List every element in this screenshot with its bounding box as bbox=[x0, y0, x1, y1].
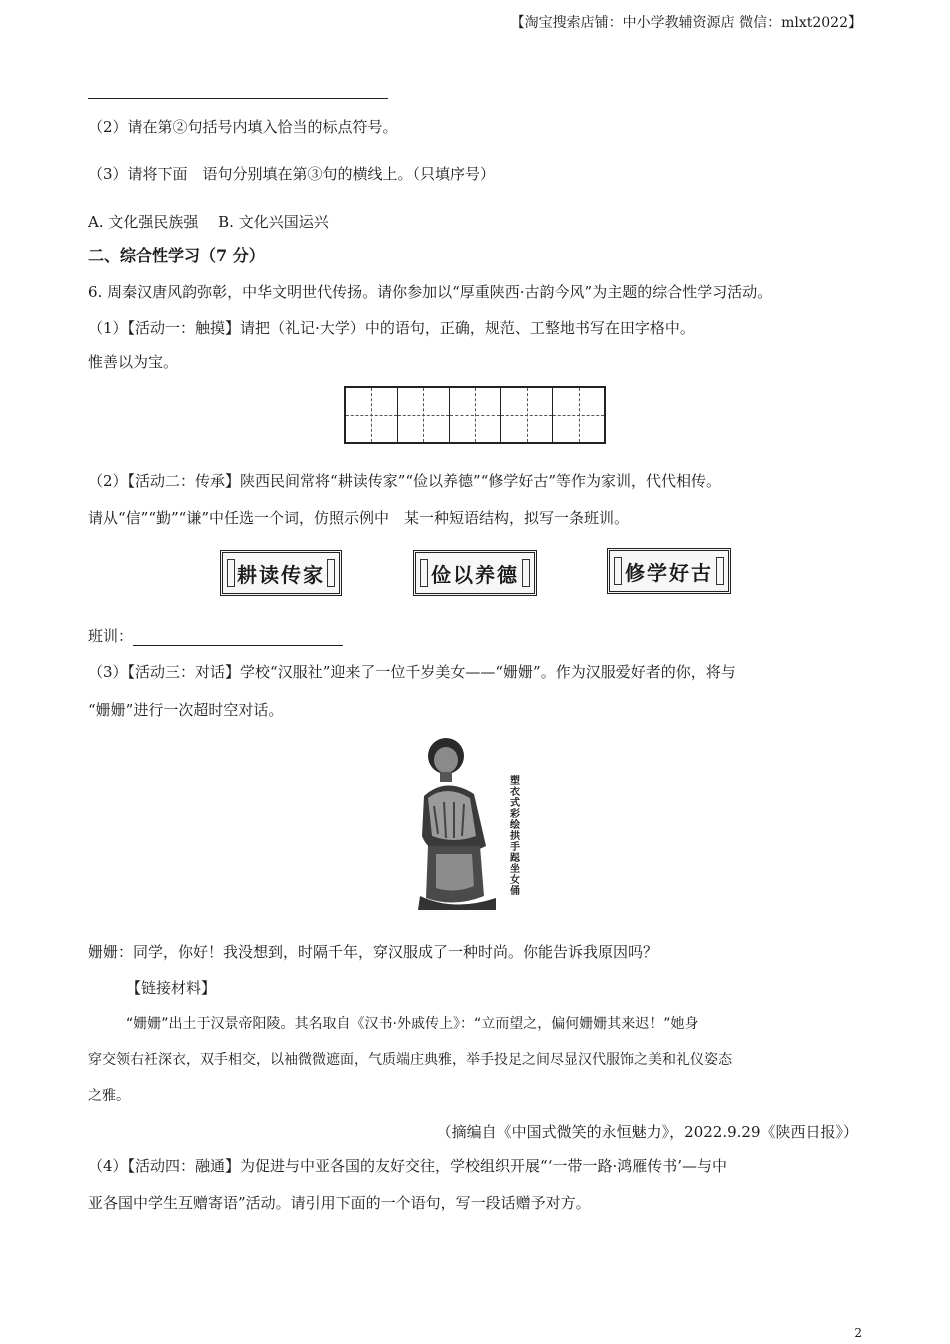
banxun-row bbox=[88, 626, 343, 646]
activity-1: （1）【活动一：触摸】请把（礼记·大学）中的语句，正确，规范、工整地书写在田字格中。 bbox=[88, 319, 695, 337]
activity-2-line-2: 请从“信”“勤”“谦”中任选一个词，仿照示例中 某一种短语结构，拟写一条班训。 bbox=[88, 509, 630, 527]
plaque-1: 耕读传家 bbox=[220, 550, 342, 596]
link-material-line-1: “姗姗”出土于汉景帝阳陵。其名取自《汉书·外戚传上》：“立而望之，偏何姗姗其来迟！”她身 bbox=[126, 1016, 699, 1032]
figurine-icon bbox=[414, 736, 510, 910]
page-number: 2 bbox=[854, 1326, 862, 1340]
link-material-line-2: 穿交领右衽深衣，双手相交，以袖微微遮面，气质端庄典雅，举手投足之间尽显汉代服饰之美和礼仪姿态 bbox=[88, 1052, 732, 1068]
activity-4-line-1: （4）【活动四：融通】为促进与中亚各国的友好交往，学校组织开展“‘一带一路·鸿雁传书’—与中 bbox=[88, 1157, 728, 1175]
answer-line bbox=[88, 98, 388, 99]
grid-cell[interactable] bbox=[398, 388, 450, 442]
plaque-3: 修学好古 bbox=[607, 548, 731, 594]
plaque-2: 俭以养德 bbox=[413, 550, 537, 596]
grid-cell[interactable] bbox=[450, 388, 502, 442]
section-title: 二、综合性学习（7 分） bbox=[88, 246, 265, 265]
grid-cell[interactable] bbox=[553, 388, 604, 442]
figurine-image bbox=[414, 736, 526, 910]
banxun-label: 班训： bbox=[88, 627, 134, 645]
question-6-intro: 6. 周秦汉唐风韵弥彰，中华文明世代传扬。请你参加以“厚重陕西·古韵今风”为主题的综合性学习活动。 bbox=[88, 283, 773, 301]
link-material-line-3: 之雅。 bbox=[88, 1088, 130, 1104]
shanshan-speech: 姗姗：同学，你好！我没想到，时隔千年，穿汉服成了一种时尚。你能告诉我原因吗？ bbox=[88, 943, 659, 961]
activity-4-line-2: 亚各国中学生互赠寄语”活动。请引用下面的一个语句，写一段话赠予对方。 bbox=[88, 1194, 591, 1212]
grid-cell[interactable] bbox=[346, 388, 398, 442]
question-2: （2）请在第②句括号内填入恰当的标点符号。 bbox=[88, 118, 398, 136]
activity-2-line-1: （2）【活动二：传承】陕西民间常将“耕读传家”“俭以养德”“修学好古”等作为家训，代代相传。 bbox=[88, 472, 722, 490]
page-header: 【淘宝搜索店铺：中小学教辅资源店 微信：mlxt2022】 bbox=[510, 15, 862, 31]
source-citation: （摘编自《中国式微笑的永恒魅力》，2022.9.29《陕西日报》） bbox=[436, 1123, 858, 1141]
figurine-caption: 塑衣式彩绘拱手跽坐女俑 bbox=[510, 776, 520, 897]
banxun-blank[interactable] bbox=[133, 629, 343, 646]
activity-3-line-2: “姗姗”进行一次超时空对话。 bbox=[88, 701, 284, 719]
link-material-title: 【链接材料】 bbox=[126, 979, 217, 997]
options-line: A. 文化强民族强 B. 文化兴国运兴 bbox=[88, 213, 329, 231]
grid-cell[interactable] bbox=[501, 388, 553, 442]
activity-1-sentence: 惟善以为宝。 bbox=[88, 353, 179, 371]
activity-3-line-1: （3）【活动三：对话】学校“汉服社”迎来了一位千岁美女——“姗姗”。作为汉服爱好者的你，将与 bbox=[88, 663, 736, 681]
question-3: （3）请将下面 语句分别填在第③句的横线上。（只填序号） bbox=[88, 165, 496, 183]
tianzige-grid[interactable] bbox=[344, 386, 606, 444]
